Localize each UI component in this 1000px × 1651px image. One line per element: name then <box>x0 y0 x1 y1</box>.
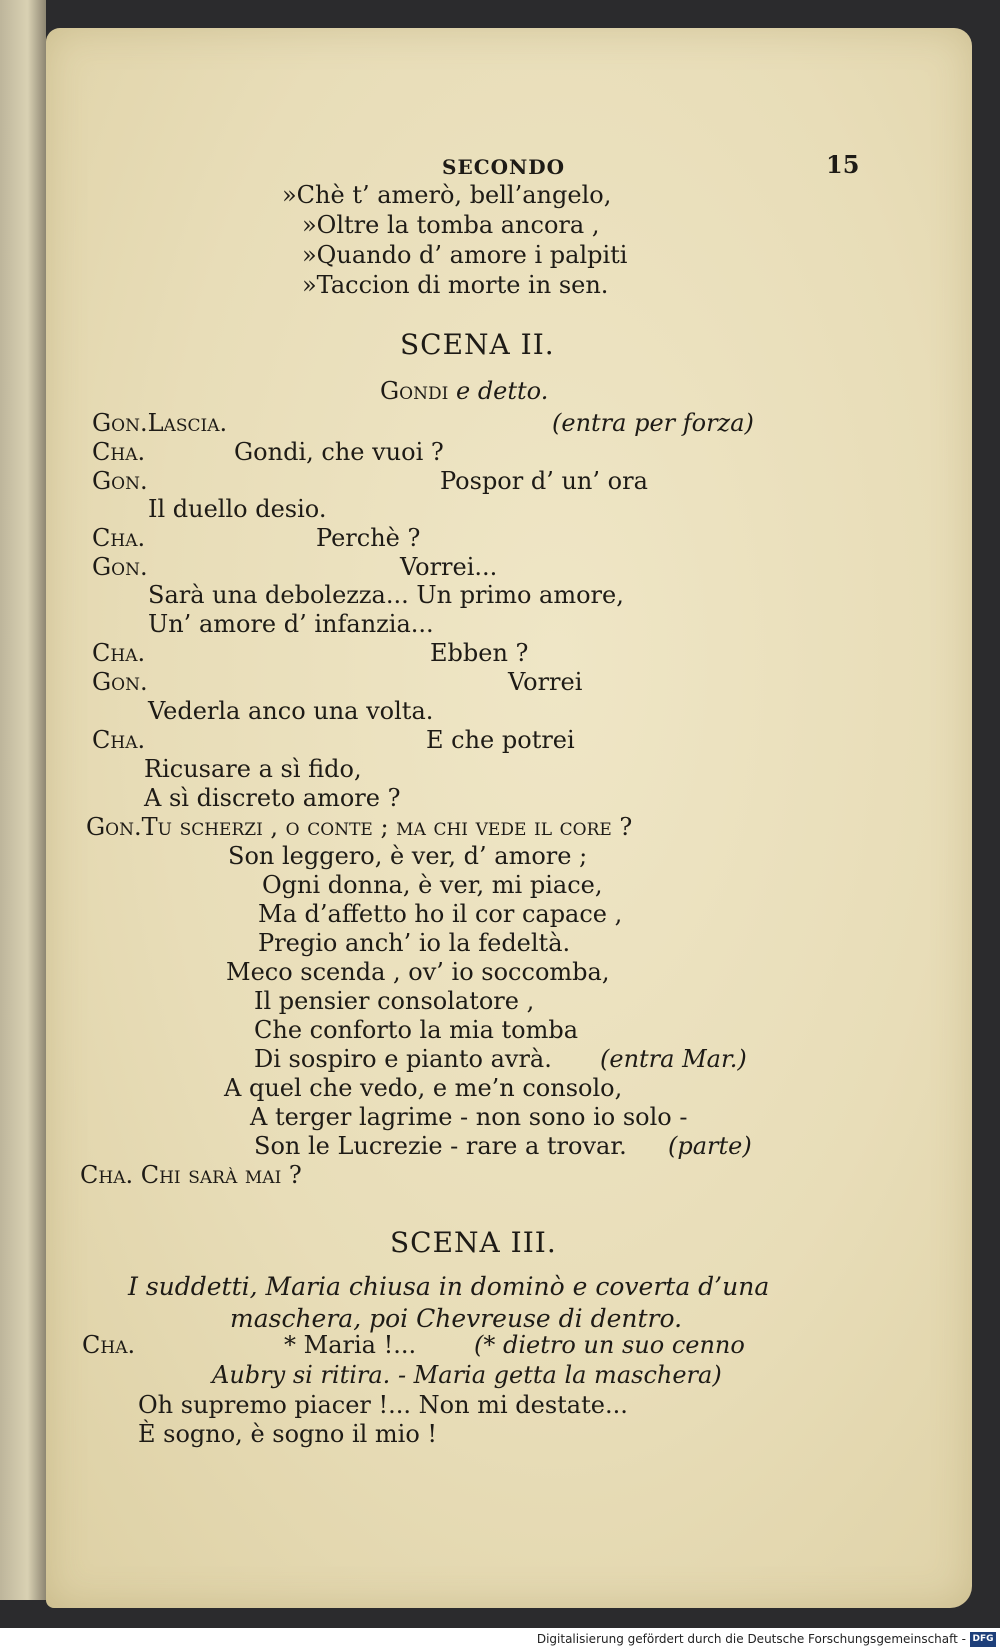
dialogue-line: (entra per forza) <box>552 409 754 437</box>
stage-direction: e detto. <box>455 377 549 405</box>
dialogue-line: A quel che vedo, e me’n consolo, <box>224 1074 623 1102</box>
dialogue-line: (parte) <box>668 1132 752 1160</box>
dialogue-line: Gon. <box>92 467 148 495</box>
dialogue-line: A terger lagrime - non sono io solo - <box>250 1103 688 1131</box>
dialogue-line: Son le Lucrezie - rare a trovar. <box>254 1132 627 1160</box>
dialogue-line: Meco scenda , ov’ io soccomba, <box>226 958 610 986</box>
digitization-footer <box>0 1628 1000 1651</box>
book-page <box>46 28 972 1608</box>
dialogue-line: Il pensier consolatore , <box>254 987 535 1015</box>
scena-ii-title: SCENA II. <box>400 328 555 361</box>
verse-line: »Oltre la tomba ancora , <box>302 211 600 239</box>
dialogue-line: Pospor d’ un’ ora <box>440 467 648 495</box>
dialogue-line: Il duello desio. <box>148 495 327 523</box>
dialogue-line: Sarà una debolezza... Un primo amore, <box>148 581 624 609</box>
footer-credit: Digitalisierung gefördert durch die Deutsche Forschungsgemeinschaft - <box>536 1632 966 1646</box>
verse-line: »Taccion di morte in sen. <box>302 271 609 299</box>
dialogue-line: Ricusare a sì fido, <box>144 755 362 783</box>
page-number: 15 <box>826 150 860 179</box>
dialogue-line: Gon. <box>92 553 148 581</box>
scena-ii-subtitle <box>380 376 548 406</box>
scena-iii-title: SCENA III. <box>390 1226 557 1259</box>
dialogue-line: Cha. <box>92 524 146 552</box>
dialogue-line: È sogno, è sogno il mio ! <box>138 1420 438 1448</box>
dialogue-line: Son leggero, è ver, d’ amore ; <box>228 842 588 870</box>
dialogue-line: Ebben ? <box>430 639 529 667</box>
running-title: SECONDO <box>442 155 566 179</box>
dialogue-line: Gon. <box>92 668 148 696</box>
dialogue-line: Cha. <box>82 1331 136 1359</box>
dialogue-line: Vederla anco una volta. <box>148 697 434 725</box>
dialogue-line: Ma d’affetto ho il cor capace , <box>258 900 623 928</box>
dialogue-line: (entra Mar.) <box>600 1045 747 1073</box>
dialogue-line: Gon.Lascia. <box>92 409 228 437</box>
dialogue-line: Che conforto la mia tomba <box>254 1016 579 1044</box>
dialogue-line: (* dietro un suo cenno <box>474 1331 745 1359</box>
dialogue-line: Pregio anch’ io la fedeltà. <box>258 929 571 957</box>
dialogue-line: Gondi, che vuoi ? <box>234 438 444 466</box>
dialogue-line: Vorrei... <box>400 553 498 581</box>
dfg-logo: DFG <box>970 1632 996 1647</box>
dialogue-line: * Maria !... <box>284 1331 417 1359</box>
dialogue-line: Oh supremo piacer !... Non mi destate... <box>138 1391 628 1419</box>
dialogue-line: Cha. Chi sarà mai ? <box>80 1161 302 1189</box>
verse-line: »Quando d’ amore i palpiti <box>302 241 628 269</box>
dialogue-line: Cha. <box>92 639 146 667</box>
scena-iii-direction-line-1: I suddetti, Maria chiusa in dominò e coverta d’una <box>128 1272 770 1301</box>
dialogue-line: Cha. <box>92 438 146 466</box>
verse-line: »Chè t’ amerò, bell’angelo, <box>282 181 612 209</box>
scena-iii-direction-line-2: maschera, poi Chevreuse di dentro. <box>230 1304 683 1333</box>
dialogue-line: Di sospiro e pianto avrà. <box>254 1045 552 1073</box>
dialogue-line: Cha. <box>92 726 146 754</box>
dialogue-line: Ogni donna, è ver, mi piace, <box>262 871 603 899</box>
dialogue-line: Vorrei <box>508 668 583 696</box>
facing-page-edge <box>0 0 46 1600</box>
dialogue-line: Aubry si ritira. - Maria getta la maschera) <box>212 1361 722 1389</box>
dialogue-line: Gon.Tu scherzi , o conte ; ma chi vede il core ? <box>86 813 633 841</box>
dialogue-line: Un’ amore d’ infanzia... <box>148 610 434 638</box>
dialogue-line: Perchè ? <box>316 524 421 552</box>
dialogue-line: A sì discreto amore ? <box>144 784 401 812</box>
character-name: Gondi <box>380 377 449 405</box>
dialogue-line: E che potrei <box>426 726 575 754</box>
